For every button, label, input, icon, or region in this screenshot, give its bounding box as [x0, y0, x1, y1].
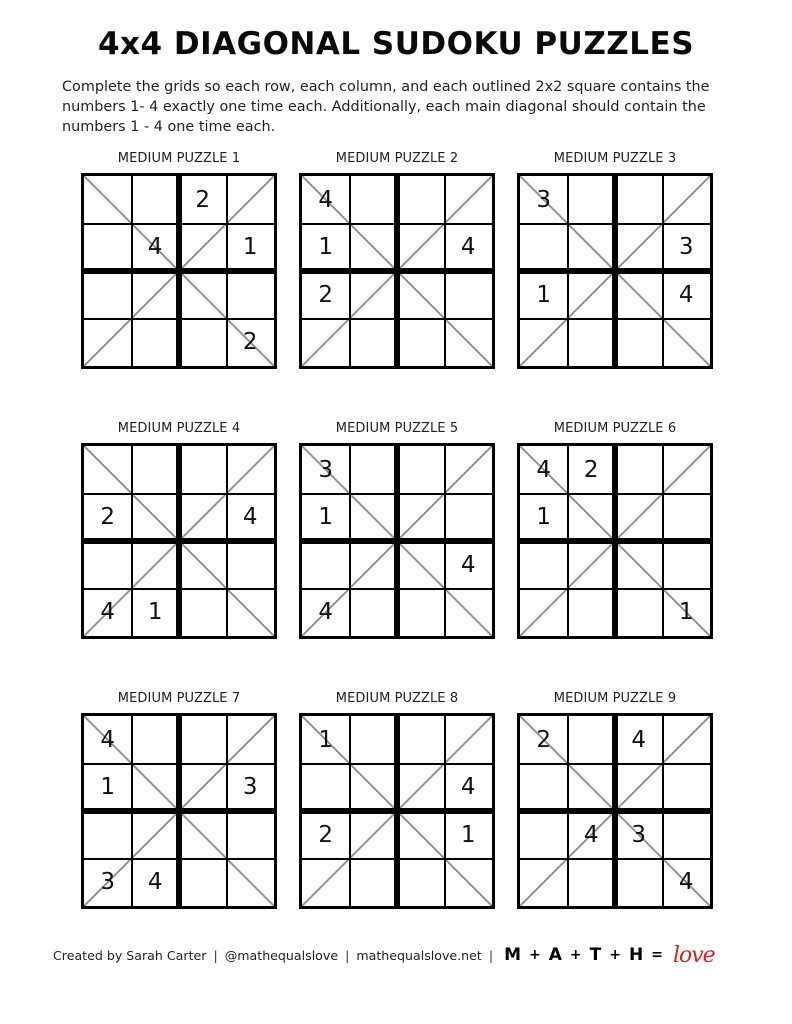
grid-cell[interactable] — [132, 541, 180, 589]
grid-cell[interactable] — [663, 716, 711, 764]
brand-plus: + — [529, 947, 541, 963]
grid-cell[interactable] — [84, 176, 132, 224]
grid-cell[interactable] — [663, 764, 711, 812]
grid-cell[interactable] — [132, 319, 180, 367]
puzzle-label: MEDIUM PUZZLE 4 — [117, 421, 241, 436]
grid-cell[interactable] — [663, 176, 711, 224]
grid-cell[interactable] — [445, 494, 493, 542]
grid-cell[interactable] — [445, 319, 493, 367]
grid-cell[interactable] — [227, 541, 275, 589]
grid-cell[interactable] — [350, 541, 398, 589]
grid-cell[interactable] — [663, 494, 711, 542]
sudoku-grid — [517, 443, 713, 639]
puzzle-label: MEDIUM PUZZLE 1 — [117, 151, 241, 166]
grid-cell[interactable] — [350, 271, 398, 319]
grid-cell[interactable] — [615, 446, 663, 494]
grid-cell[interactable] — [520, 541, 568, 589]
grid-cell[interactable] — [568, 271, 616, 319]
grid-cell[interactable] — [397, 271, 445, 319]
grid-cell[interactable]: 3 — [318, 456, 334, 483]
grid-cell[interactable]: 1 — [147, 599, 163, 626]
grid-cell[interactable] — [520, 859, 568, 907]
grid-cell[interactable]: 3 — [242, 774, 258, 801]
grid-cell[interactable] — [350, 716, 398, 764]
grid-cell[interactable]: 4 — [100, 726, 116, 753]
grid-cell[interactable] — [445, 446, 493, 494]
grid-cell[interactable] — [397, 224, 445, 272]
brand-letter-t: T — [589, 945, 602, 965]
footer-website[interactable]: mathequalslove.net — [356, 947, 482, 963]
grid-cell[interactable]: 1 — [536, 281, 552, 308]
grid-cell[interactable] — [132, 716, 180, 764]
grid-cell[interactable] — [132, 446, 180, 494]
grid-cell[interactable] — [302, 541, 350, 589]
grid-cell[interactable] — [397, 176, 445, 224]
grid-cell[interactable] — [568, 319, 616, 367]
grid-cell[interactable]: 2 — [100, 504, 116, 531]
grid-cell[interactable] — [568, 859, 616, 907]
grid-cell[interactable] — [227, 716, 275, 764]
grid-cell[interactable] — [397, 716, 445, 764]
grid-cell[interactable] — [179, 271, 227, 319]
puzzle-label: MEDIUM PUZZLE 7 — [117, 691, 241, 706]
sudoku-grid — [299, 713, 495, 909]
grid-cell[interactable] — [132, 494, 180, 542]
footer-separator: | — [345, 947, 350, 963]
grid-cell[interactable] — [615, 494, 663, 542]
grid-cell[interactable]: 1 — [460, 821, 476, 848]
sudoku-grid — [81, 443, 277, 639]
grid-cell[interactable] — [445, 589, 493, 637]
grid-cell[interactable] — [84, 319, 132, 367]
grid-cell[interactable] — [520, 589, 568, 637]
grid-cell[interactable] — [132, 176, 180, 224]
grid-cell[interactable] — [397, 859, 445, 907]
puzzle-label: MEDIUM PUZZLE 5 — [335, 421, 459, 436]
grid-cell[interactable] — [350, 224, 398, 272]
grid-cell[interactable] — [520, 224, 568, 272]
grid-cell[interactable] — [445, 859, 493, 907]
sudoku-grid — [299, 443, 495, 639]
grid-cell[interactable] — [615, 764, 663, 812]
grid-cell[interactable] — [350, 176, 398, 224]
grid-cell[interactable] — [132, 271, 180, 319]
grid-cell[interactable] — [397, 589, 445, 637]
grid-cell[interactable]: 2 — [318, 281, 334, 308]
grid-cell[interactable] — [350, 859, 398, 907]
grid-cell[interactable] — [227, 176, 275, 224]
grid-cell[interactable] — [179, 446, 227, 494]
brand-plus: + — [609, 947, 621, 963]
grid-cell[interactable]: 1 — [678, 599, 694, 626]
grid-cell[interactable]: 4 — [631, 726, 647, 753]
grid-cell[interactable] — [179, 859, 227, 907]
footer — [53, 944, 715, 966]
grid-cell[interactable] — [615, 271, 663, 319]
grid-cell[interactable] — [445, 271, 493, 319]
sudoku-grid — [517, 713, 713, 909]
grid-cell[interactable] — [179, 764, 227, 812]
grid-cell[interactable] — [615, 859, 663, 907]
grid-cell[interactable]: 1 — [318, 726, 334, 753]
grid-cell[interactable]: 4 — [583, 821, 599, 848]
grid-cell[interactable]: 2 — [195, 186, 211, 213]
grid-cell[interactable] — [615, 224, 663, 272]
puzzle-label: MEDIUM PUZZLE 8 — [335, 691, 459, 706]
grid-cell[interactable] — [350, 494, 398, 542]
grid-cell[interactable] — [568, 541, 616, 589]
grid-cell[interactable] — [84, 224, 132, 272]
grid-cell[interactable] — [397, 811, 445, 859]
grid-cell[interactable]: 4 — [460, 774, 476, 801]
sudoku-grid — [299, 173, 495, 369]
brand-letter-a: A — [548, 945, 562, 965]
grid-cell[interactable] — [227, 446, 275, 494]
grid-cell[interactable] — [350, 319, 398, 367]
grid-cell[interactable] — [227, 589, 275, 637]
puzzle-label: MEDIUM PUZZLE 6 — [553, 421, 677, 436]
grid-cell[interactable]: 2 — [583, 456, 599, 483]
grid-cell[interactable] — [663, 541, 711, 589]
grid-cell[interactable] — [227, 271, 275, 319]
puzzle-label: MEDIUM PUZZLE 2 — [335, 151, 459, 166]
grid-cell[interactable] — [568, 764, 616, 812]
grid-cell[interactable] — [350, 589, 398, 637]
grid-cell[interactable]: 1 — [242, 234, 258, 261]
grid-cell[interactable] — [179, 716, 227, 764]
grid-cell[interactable] — [302, 859, 350, 907]
grid-cell[interactable] — [520, 811, 568, 859]
grid-cell[interactable] — [568, 589, 616, 637]
grid-cell[interactable] — [520, 319, 568, 367]
grid-cell[interactable] — [615, 541, 663, 589]
grid-cell[interactable] — [302, 319, 350, 367]
grid-cell[interactable] — [663, 446, 711, 494]
grid-cell[interactable] — [350, 811, 398, 859]
grid-cell[interactable]: 4 — [147, 234, 163, 261]
grid-cell[interactable] — [445, 176, 493, 224]
grid-cell[interactable] — [568, 224, 616, 272]
brand-equals: = — [651, 947, 663, 963]
puzzle-label: MEDIUM PUZZLE 9 — [553, 691, 677, 706]
brand-logo — [504, 943, 715, 968]
grid-cell[interactable] — [397, 494, 445, 542]
footer-credit: Created by Sarah Carter — [53, 947, 207, 963]
grid-cell[interactable]: 4 — [318, 186, 334, 213]
grid-cell[interactable]: 2 — [536, 726, 552, 753]
grid-cell[interactable] — [132, 811, 180, 859]
grid-cell[interactable] — [179, 811, 227, 859]
grid-cell[interactable] — [84, 541, 132, 589]
grid-cell[interactable] — [84, 446, 132, 494]
footer-handle: @mathequalslove — [224, 947, 339, 963]
grid-cell[interactable]: 4 — [678, 869, 694, 896]
grid-cell[interactable] — [84, 271, 132, 319]
grid-cell[interactable] — [227, 859, 275, 907]
brand-plus: + — [569, 947, 582, 963]
grid-cell[interactable]: 2 — [242, 329, 258, 356]
grid-cell[interactable] — [84, 811, 132, 859]
grid-cell[interactable] — [615, 589, 663, 637]
grid-cell[interactable] — [179, 589, 227, 637]
footer-separator: | — [213, 947, 218, 963]
grid-cell[interactable] — [663, 811, 711, 859]
grid-cell[interactable] — [568, 176, 616, 224]
grid-cell[interactable] — [445, 716, 493, 764]
puzzle-label: MEDIUM PUZZLE 3 — [553, 151, 677, 166]
grid-cell[interactable]: 4 — [678, 281, 694, 308]
sudoku-grid — [81, 173, 277, 369]
grid-cell[interactable] — [568, 494, 616, 542]
instructions-text: Complete the grids so each row, each column, and each outlined 2x2 square contains the numbers 1- 4 exactly one time each. Additionally, each main diagonal should contain the numbers 1 - 4 one time each. — [62, 79, 710, 135]
grid-cell[interactable]: 3 — [631, 821, 647, 848]
grid-cell[interactable] — [132, 764, 180, 812]
grid-cell[interactable] — [350, 764, 398, 812]
grid-cell[interactable]: 3 — [100, 869, 116, 896]
grid-cell[interactable] — [179, 494, 227, 542]
grid-cell[interactable] — [615, 319, 663, 367]
page-title: 4x4 DIAGONAL SUDOKU PUZZLES — [97, 26, 695, 62]
grid-cell[interactable] — [568, 716, 616, 764]
grid-cell[interactable] — [179, 541, 227, 589]
grid-cell[interactable]: 4 — [318, 599, 334, 626]
grid-cell[interactable]: 4 — [242, 504, 258, 531]
brand-love-script: love — [672, 942, 715, 968]
grid-cell[interactable]: 3 — [536, 186, 552, 213]
grid-cell[interactable]: 1 — [318, 234, 334, 261]
grid-cell[interactable] — [520, 764, 568, 812]
brand-letter-m: M — [504, 945, 521, 965]
grid-cell[interactable]: 1 — [318, 504, 334, 531]
grid-cell[interactable] — [179, 319, 227, 367]
grid-cell[interactable] — [397, 319, 445, 367]
footer-separator: | — [488, 947, 494, 963]
sudoku-grid — [81, 713, 277, 909]
grid-cell[interactable] — [302, 764, 350, 812]
grid-cell[interactable] — [397, 541, 445, 589]
grid-cell[interactable]: 2 — [318, 821, 334, 848]
grid-cell[interactable]: 4 — [100, 599, 116, 626]
grid-cell[interactable] — [397, 764, 445, 812]
grid-cell[interactable]: 3 — [678, 234, 694, 261]
grid-cell[interactable]: 4 — [536, 456, 552, 483]
grid-cell[interactable]: 4 — [460, 551, 476, 578]
grid-cell[interactable] — [350, 446, 398, 494]
brand-letter-h: H — [628, 945, 644, 965]
sudoku-grid — [517, 173, 713, 369]
grid-cell[interactable] — [663, 319, 711, 367]
grid-cell[interactable]: 1 — [536, 504, 552, 531]
grid-cell[interactable] — [179, 224, 227, 272]
grid-cell[interactable]: 1 — [100, 774, 116, 801]
grid-cell[interactable] — [397, 446, 445, 494]
grid-cell[interactable] — [227, 811, 275, 859]
grid-cell[interactable]: 4 — [460, 234, 476, 261]
grid-cell[interactable] — [615, 176, 663, 224]
grid-cell[interactable]: 4 — [147, 869, 163, 896]
